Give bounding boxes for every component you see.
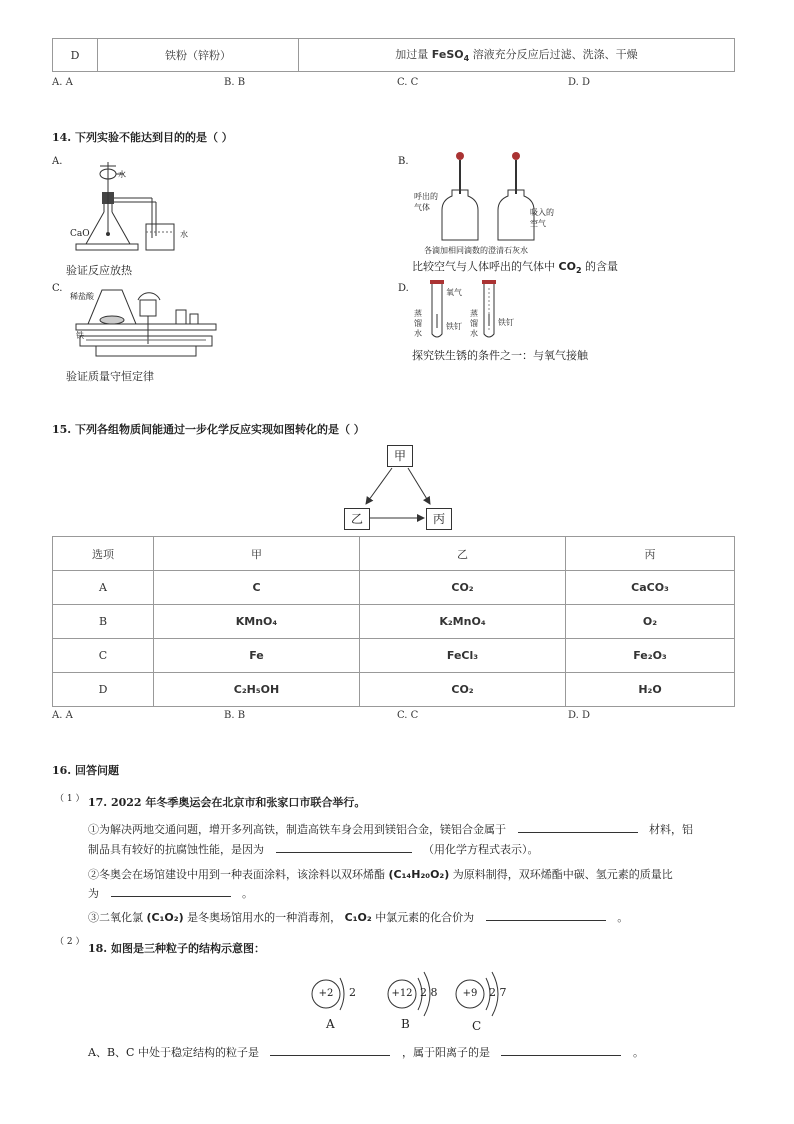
q17-p1-line1: ①为解决两地交通问题，增开多列高铁，制造高铁车身会用到镁铝合金，镁铝合金属于 材料，铝 — [88, 823, 693, 836]
diagram-bing-box: 丙 — [426, 508, 452, 530]
q14-c-label: C. — [52, 283, 63, 294]
q15-header-bing: 丙 — [566, 537, 735, 571]
row-c-bing: Fe₂O₃ — [566, 639, 735, 673]
row-a-jia: C — [154, 571, 360, 605]
q14-d-nail1: 铁钉 — [446, 322, 462, 331]
test-tubes-apparatus-d — [424, 278, 514, 344]
q15-header-jia: 甲 — [154, 537, 360, 571]
particle-c-label: C — [472, 1019, 482, 1033]
q15-option-d[interactable]: D. D — [568, 710, 591, 721]
diagram-yi-box: 乙 — [344, 508, 370, 530]
flask-apparatus-a — [66, 152, 186, 262]
part2-number: （ 2 ） — [55, 937, 85, 947]
q16-title: 16. 回答问题 — [52, 764, 119, 777]
q15-header-yi: 乙 — [360, 537, 566, 571]
row-a-bing: CaCO₃ — [566, 571, 735, 605]
q14-b-right-gas: 吸入的空气 — [530, 208, 554, 228]
row-b-bing: O₂ — [566, 605, 735, 639]
top-table-label: D — [53, 39, 98, 72]
q14-c-iron: 铁 — [76, 331, 84, 340]
row-b-yi: K₂MnO₄ — [360, 605, 566, 639]
row-b-label: B — [53, 605, 154, 639]
q15-option-c[interactable]: C. C — [397, 710, 419, 721]
q14-a-label: A. — [52, 156, 63, 167]
q13-option-a[interactable]: A. A — [52, 77, 73, 88]
q17-p2-line2: 为 。 — [88, 887, 253, 900]
q17-p3: ③二氧化氯 (C₁O₂) 是冬奥场馆用水的一种消毒剂， C₁O₂ 中氯元素的化合价为 。 — [88, 911, 629, 924]
q14-a-water-top: 水 — [118, 170, 126, 179]
row-d-bing: H₂O — [566, 673, 735, 707]
q14-b-left-gas: 呼出的气体 — [414, 192, 438, 212]
blank-equation[interactable] — [276, 852, 412, 853]
q15-option-a[interactable]: A. A — [52, 710, 73, 721]
row-c-label: C — [53, 639, 154, 673]
method-post: 溶液充分反应后过滤、洗涤、干燥 — [472, 48, 638, 62]
particle-a-nucleus: +2 — [318, 988, 334, 999]
method-chem: FeSO$_4$ — [431, 48, 470, 64]
q18-answer-line: A、B、C 中处于稳定结构的粒子是 ，属于阳离子的是 。 — [88, 1046, 644, 1059]
particle-a-label: A — [326, 1017, 335, 1031]
table-row — [53, 571, 735, 605]
blank-mass-ratio[interactable] — [111, 896, 231, 897]
q14-d-label: D. — [398, 283, 409, 294]
particle-b-label: B — [401, 1017, 410, 1031]
diagram-jia-box: 甲 — [387, 445, 413, 467]
table-row — [53, 639, 735, 673]
row-b-jia: KMnO₄ — [154, 605, 360, 639]
q14-title: 14. 下列实验不能达到目的的是（ ） — [52, 131, 233, 144]
particle-c-shells: 2 7 — [489, 986, 507, 999]
q15-header-option: 选项 — [53, 537, 154, 571]
q14-d-water1: 蒸馏水 — [414, 309, 422, 338]
particle-b-nucleus: +12 — [391, 988, 413, 999]
blank-valence[interactable] — [486, 920, 606, 921]
q14-a-caption: 验证反应放热 — [66, 264, 132, 277]
q15-title: 15. 下列各组物质间能通过一步化学反应实现如图转化的是（ ） — [52, 423, 365, 436]
q14-d-caption: 探究铁生锈的条件之一：与氧气接触 — [412, 349, 588, 362]
top-table-reagent: 铁粉（锌粉） — [98, 39, 299, 72]
q14-a-water-right: 水 — [180, 230, 188, 239]
table-row — [53, 605, 735, 639]
q15-option-b[interactable]: B. B — [224, 710, 246, 721]
particle-a-shells: 2 — [349, 986, 356, 999]
row-d-yi: CO₂ — [360, 673, 566, 707]
q14-b-note: 各滴加相同滴数的澄清石灰水 — [424, 246, 528, 255]
q13-option-b[interactable]: B. B — [224, 77, 246, 88]
blank-stable-particles[interactable] — [270, 1055, 390, 1056]
q14-b-caption: 比较空气与人体呼出的气体中 $CO_2$ 的含量 — [412, 260, 619, 276]
q18-title: 18. 如图是三种粒子的结构示意图： — [88, 942, 265, 955]
row-d-jia: C₂H₅OH — [154, 673, 360, 707]
part1-number: （ 1 ） — [55, 794, 85, 804]
q14-b-label: B. — [398, 156, 409, 167]
top-table — [52, 38, 735, 72]
q14-a-cao: CaO — [70, 229, 90, 239]
top-table-method — [299, 39, 735, 72]
q14-d-nail2: 铁钉 — [498, 318, 514, 327]
q14-c-caption: 验证质量守恒定律 — [66, 370, 154, 383]
q14-c-acid: 稀盐酸 — [70, 292, 94, 301]
q13-option-d[interactable]: D. D — [568, 77, 591, 88]
blank-alloy-type[interactable] — [518, 832, 638, 833]
q14-d-water2: 蒸馏水 — [470, 309, 478, 338]
method-pre: 加过量 — [395, 48, 429, 62]
row-a-label: A — [53, 571, 154, 605]
table-row — [53, 673, 735, 707]
q17-p1-line2: 制品具有较好的抗腐蚀性能，是因为 （用化学方程式表示）。 — [88, 843, 539, 856]
q15-table — [52, 536, 735, 707]
particle-c-nucleus: +9 — [462, 988, 478, 999]
row-a-yi: CO₂ — [360, 571, 566, 605]
q17-title: 17. 2022 年冬季奥运会在北京市和张家口市联合举行。 — [88, 796, 366, 809]
row-c-jia: Fe — [154, 639, 360, 673]
row-d-label: D — [53, 673, 154, 707]
particle-b-shells: 2 8 — [420, 986, 438, 999]
q13-option-c[interactable]: C. C — [397, 77, 419, 88]
q17-p2-line1: ②冬奥会在场馆建设中用到一种表面涂料，该涂料以双环烯酯 (C₁₄H₂₀O₂) 为原料制得，双环烯酯中碳、氢元素的质量比 — [88, 868, 673, 881]
row-c-yi: FeCl₃ — [360, 639, 566, 673]
q14-d-oxygen: 氧气 — [446, 288, 462, 297]
blank-cation[interactable] — [501, 1055, 621, 1056]
bottles-apparatus-b — [438, 148, 558, 244]
